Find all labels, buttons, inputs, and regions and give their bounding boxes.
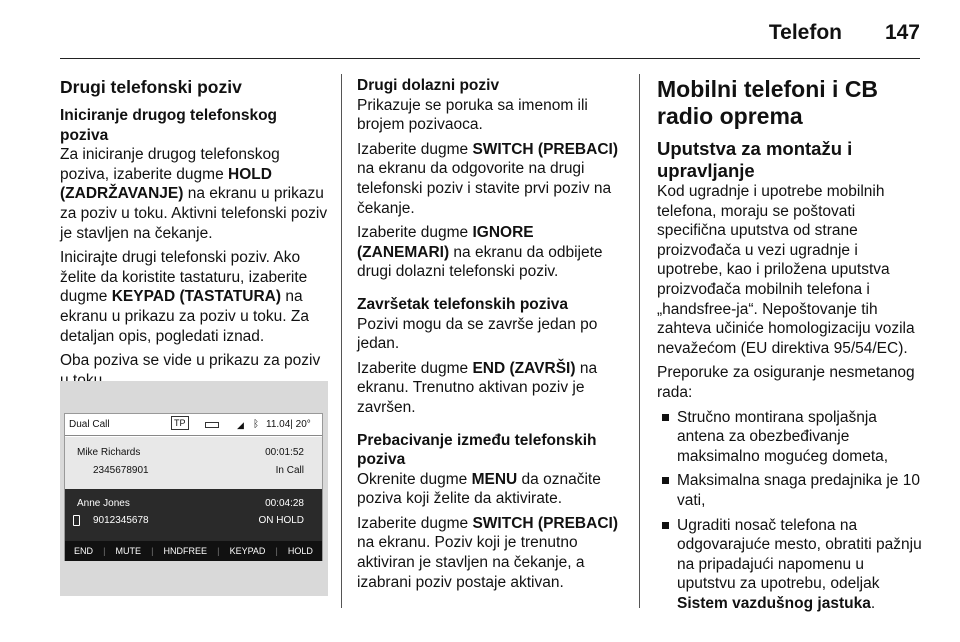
mute-button[interactable]: MUTE	[115, 546, 142, 556]
caller-name: Anne Jones	[77, 498, 130, 509]
paragraph: Kod ugradnje i upotrebe mobilnih telefona, moraju se poštovati specifična uputstva od strane proizvođača u vezi ugradnje i upotrebe, kao i priložena uputstva proizvođača mobilnih telefona i „handsfree-ja“. Nepoštovanje tih zahteva učiniće homologizaciju vozila nevažećom (EU direktiva 95/54/EC).	[657, 183, 915, 357]
page-title: Telefon	[768, 21, 842, 44]
paragraph: Oba poziva se vide u prikazu za poziv	[60, 352, 321, 370]
battery-icon	[205, 422, 219, 428]
subheading: Uputstva za montažu i upravljanje	[657, 138, 853, 181]
paragraph: Izaberite dugme SWITCH (PREBACI) na ekranu. Poziv koji je trenutno aktiviran je stavljen na čekanje, a izabrani poziv postaje aktivan.	[357, 514, 618, 591]
paragraph: Izaberite dugme IGNORE (ZANEMARI) na ekranu da odbijete drugi dolazni telefonski poziv.	[357, 224, 603, 281]
display-screen	[64, 413, 323, 561]
separator: |	[275, 546, 278, 556]
paragraph: Pozivi mogu da se završe jedan po jedan.	[357, 315, 598, 353]
hold-button[interactable]: HOLD	[287, 546, 313, 556]
separator: |	[103, 546, 106, 556]
column-middle	[357, 76, 625, 597]
call-status: In Call	[275, 465, 304, 476]
section-heading: Mobilni telefoni i CB radio oprema	[657, 76, 879, 129]
end-button[interactable]: END	[74, 546, 94, 556]
paragraph: Za iniciranje drugog telefonskog poziva, izaberite dugme HOLD (ZADRŽAVANJE) na ekranu u prikazu za poziv u toku. Aktivni telefonski poziv je stavljen na čekanje.	[60, 146, 328, 242]
column-divider	[341, 74, 342, 608]
page-header	[0, 0, 960, 60]
bullet-list	[657, 408, 925, 614]
clock-readout: 11.04| 20°	[266, 419, 311, 430]
paragraph: Preporuke za osiguranje nesmetanog rada:	[657, 364, 915, 401]
call-duration: 00:04:28	[265, 498, 304, 509]
caller-number: 2345678901	[93, 465, 149, 476]
call-row-hold[interactable]	[65, 489, 322, 541]
paragraph: Izaberite dugme END (ZAVRŠI) na ekranu. Trenutno aktivan poziv je završen.	[357, 359, 598, 416]
screen-title: Dual Call	[69, 419, 110, 430]
tp-badge: TP	[171, 416, 189, 430]
list-item: Maksimalna snaga predajnika je 10 vati,	[657, 471, 925, 510]
phone-icon	[73, 515, 80, 526]
paragraph: Okrenite dugme MENU da označite poziva koji želite da aktivirate.	[357, 470, 601, 508]
bluetooth-icon: ᛒ	[253, 419, 259, 430]
header-rule	[60, 58, 920, 59]
handsfree-button[interactable]: HNDFREE	[163, 546, 208, 556]
subheading: Iniciranje drugog telefonskog poziva	[60, 107, 278, 144]
column-right	[657, 76, 925, 618]
signal-icon: ◢	[237, 420, 244, 430]
paragraph: Prikazuje se poruka sa imenom ili brojem pozivaoca.	[357, 96, 588, 134]
keypad-button[interactable]: KEYPAD	[229, 546, 266, 556]
call-status: ON HOLD	[258, 515, 304, 526]
call-duration: 00:01:52	[265, 447, 304, 458]
cross-reference-link[interactable]: Sistem vazdušnog jastuka	[677, 594, 871, 612]
subheading: Završetak telefonskih poziva	[357, 295, 569, 313]
separator: |	[151, 546, 154, 556]
call-row-active[interactable]	[65, 437, 322, 489]
paragraph: Inicirajte drugi telefonski poziv. Ako želite da koristite tastaturu, izaberite dugme KEYPAD (TASTATURA) na ekranu u prikazu za poziv u toku. Za detaljan opis, pogledati iznad.	[60, 249, 309, 345]
status-bar	[65, 414, 322, 436]
list-item: Stručno montirana spoljašnja antena za obezbeđivanje maksimalno mogućeg dometa,	[657, 408, 925, 467]
separator: |	[217, 546, 220, 556]
dual-call-screenshot	[60, 381, 328, 596]
column-divider	[639, 74, 640, 608]
caller-name: Mike Richards	[77, 447, 141, 458]
button-bar	[65, 541, 322, 561]
list-item: Ugraditi nosač telefona na odgovarajuće mesto, obratiti pažnju na pripadajući napomenu u uputstvu za upotrebu, odeljak Sistem vazdušnog jastuka.	[657, 516, 925, 614]
column-left	[60, 76, 328, 395]
subheading: Drugi dolazni poziv	[357, 77, 500, 94]
paragraph: Izaberite dugme SWITCH (PREBACI) na ekranu da odgovorite na drugi telefonski poziv i stavite prvi poziv na čekanje.	[357, 140, 618, 217]
page-number: 147	[884, 21, 920, 44]
subheading: Prebacivanje između telefonskih poziva	[357, 431, 597, 469]
section-heading: Drugi telefonski poziv	[60, 77, 242, 97]
caller-number: 9012345678	[93, 515, 149, 526]
